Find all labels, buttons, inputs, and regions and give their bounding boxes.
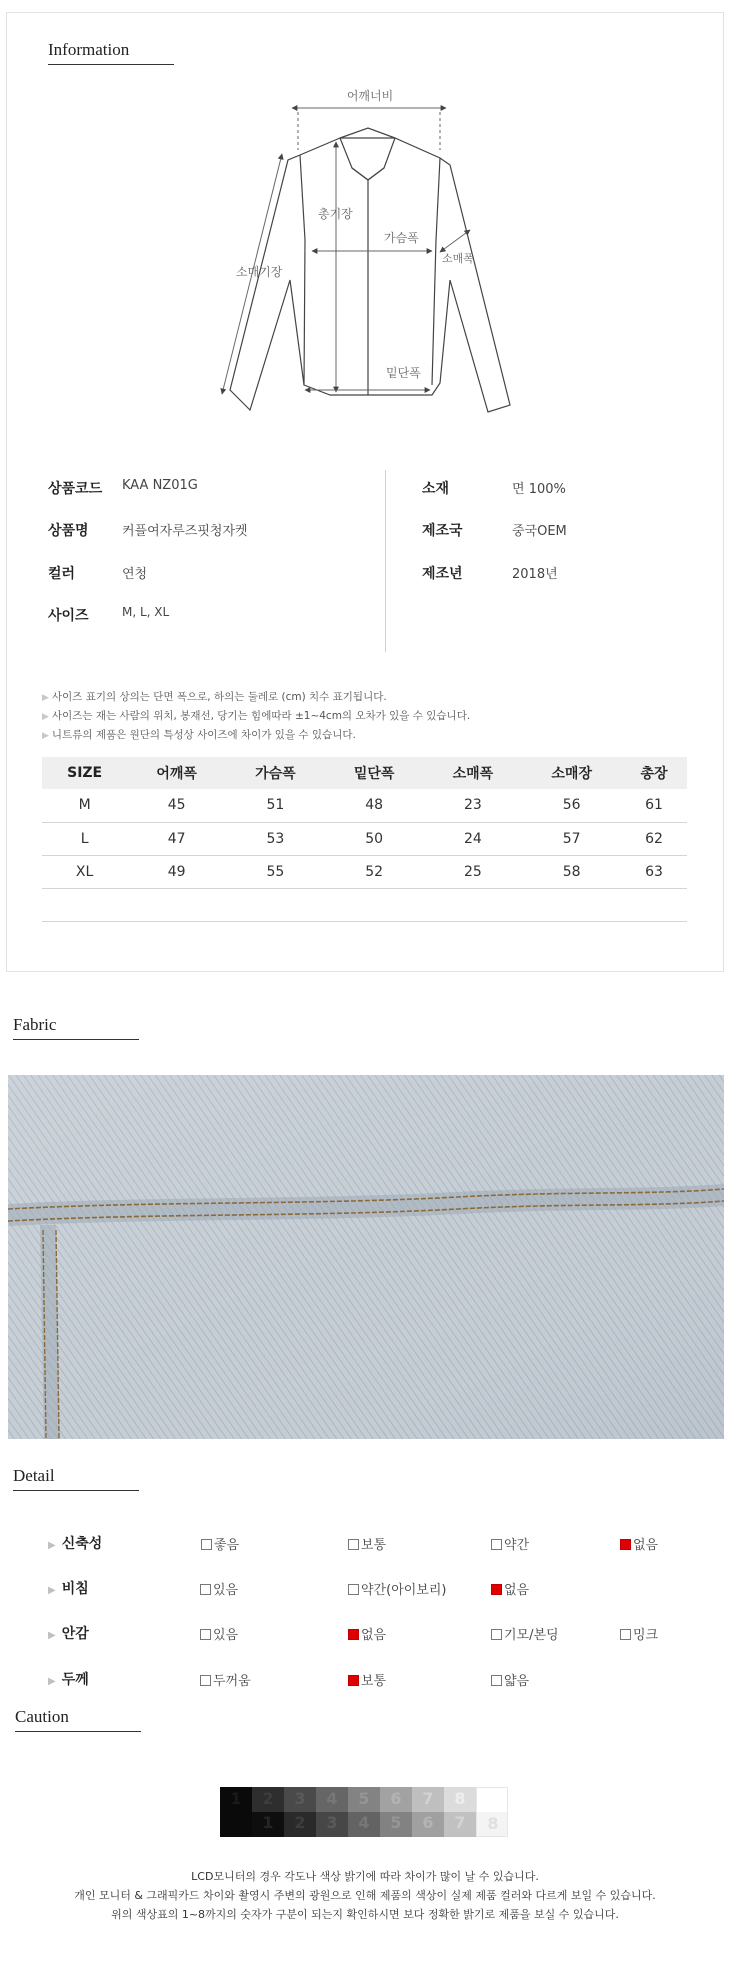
spec-label: 제조국 <box>422 523 463 539</box>
header-cell: 어깨폭 <box>127 757 226 789</box>
note-line: ▶ 니트류의 제품은 원단의 특성상 사이즈에 차이가 있을 수 있습니다. <box>42 726 470 745</box>
table-cell: 57 <box>522 822 621 855</box>
checkbox-icon <box>491 1629 502 1640</box>
table-cell: 56 <box>522 789 621 822</box>
palette-top-digit: 6 <box>390 1789 402 1808</box>
table-cell: 52 <box>325 855 424 888</box>
palette-cell <box>252 1787 284 1837</box>
table-cell: 24 <box>424 822 523 855</box>
option-label: 기모/본딩 <box>504 1628 559 1643</box>
palette-cell <box>444 1787 476 1837</box>
table-cell: 48 <box>325 789 424 822</box>
brightness-palette <box>220 1787 508 1837</box>
checkbox-checked-icon <box>620 1539 631 1550</box>
palette-bottom-digit: 2 <box>294 1813 306 1832</box>
table-cell: 55 <box>226 855 325 888</box>
table-cell: XL <box>42 855 127 888</box>
detail-label: ▶ 안감 <box>48 1623 89 1643</box>
table-cell: 63 <box>621 855 687 888</box>
spec-label: 소재 <box>422 481 450 497</box>
detail-label: ▶ 비침 <box>48 1578 89 1598</box>
palette-bottom-digit: 8 <box>487 1814 499 1833</box>
option-checkbox[interactable] <box>491 1579 529 1598</box>
checkbox-icon <box>348 1584 359 1595</box>
palette-cell <box>284 1787 316 1837</box>
caution-line: 개인 모니터 & 그래픽카드 차이와 촬영시 주변의 광원으로 인해 제품의 색상이 실제 제품 컬러와 다르게 보일 수 있습니다. <box>74 1889 656 1902</box>
table-cell: 62 <box>621 822 687 855</box>
palette-top-digit: 8 <box>454 1789 466 1808</box>
table-cell: 53 <box>226 822 325 855</box>
table-cell: L <box>42 822 127 855</box>
total-length-label: 총기장 <box>318 207 353 221</box>
header-cell: 소매장 <box>522 757 621 789</box>
note-line: ▶ 사이즈는 재는 사람의 위치, 봉재선, 당기는 힘에따라 ±1~4cm의 오차가 있을 수 있습니다. <box>42 707 470 726</box>
option-checkbox[interactable] <box>491 1534 529 1553</box>
palette-top-digit: 2 <box>262 1789 274 1808</box>
checkbox-icon <box>491 1675 502 1686</box>
palette-top-digit: 4 <box>326 1789 338 1808</box>
palette-bottom-digit: 7 <box>454 1813 466 1832</box>
palette-top-digit: 5 <box>358 1789 370 1808</box>
option-checkbox[interactable] <box>620 1624 658 1643</box>
option-label: 없음 <box>504 1583 530 1598</box>
palette-top-digit: 1 <box>230 1789 242 1808</box>
palette-cell <box>476 1787 508 1837</box>
option-label: 약간(아이보리) <box>361 1583 447 1598</box>
option-label: 있음 <box>213 1628 239 1643</box>
palette-cell <box>348 1787 380 1837</box>
spec-value: 중국OEM <box>512 524 567 539</box>
sleeve-width-label: 소매폭 <box>442 252 474 265</box>
spec-label: 사이즈 <box>48 608 89 624</box>
table-cell: 23 <box>424 789 523 822</box>
table-row <box>42 789 687 822</box>
sleeve-length-label: 소매기장 <box>236 265 283 279</box>
option-label: 밍크 <box>633 1628 659 1643</box>
detail-label: ▶ 신축성 <box>48 1533 102 1553</box>
option-checkbox[interactable] <box>348 1579 447 1598</box>
table-row <box>42 822 687 855</box>
table-cell: 45 <box>127 789 226 822</box>
checkbox-icon <box>200 1584 211 1595</box>
palette-bottom-digit: 3 <box>326 1813 338 1832</box>
palette-bottom-digit: 6 <box>422 1813 434 1832</box>
palette-cell <box>316 1787 348 1837</box>
spec-label: 제조년 <box>422 566 463 582</box>
hem-label: 밑단폭 <box>386 366 421 380</box>
palette-cell <box>220 1787 252 1837</box>
option-checkbox[interactable] <box>348 1624 386 1643</box>
option-checkbox[interactable] <box>200 1624 238 1643</box>
spec-value: M, L, XL <box>122 605 170 619</box>
checkbox-icon <box>200 1675 211 1686</box>
caution-line: LCD모니터의 경우 각도나 색상 밝기에 따라 차이가 많이 날 수 있습니다. <box>191 1870 539 1883</box>
option-label: 두꺼움 <box>213 1674 251 1689</box>
spec-value: 면 100% <box>512 482 566 497</box>
checkbox-icon <box>620 1629 631 1640</box>
fabric-photo <box>8 1075 724 1439</box>
spec-label: 상품명 <box>48 523 89 539</box>
option-checkbox[interactable] <box>348 1534 386 1553</box>
palette-cell <box>380 1787 412 1837</box>
size-table-header <box>42 757 687 789</box>
note-line: ▶ 사이즈 표기의 상의는 단면 폭으로, 하의는 둘레로 (cm) 치수 표기됩니다. <box>42 688 470 707</box>
denim-texture <box>8 1075 724 1439</box>
size-notes <box>42 688 470 745</box>
palette-bottom-digit: 1 <box>262 1813 274 1832</box>
header-cell: SIZE <box>42 757 127 789</box>
option-checkbox[interactable] <box>491 1624 559 1643</box>
option-checkbox[interactable] <box>201 1534 239 1553</box>
spec-divider <box>385 470 386 652</box>
table-cell: 47 <box>127 822 226 855</box>
checkbox-checked-icon <box>491 1584 502 1595</box>
option-label: 보통 <box>361 1538 387 1553</box>
table-cell: 50 <box>325 822 424 855</box>
spec-value: 커플여자루즈핏청자켓 <box>122 524 248 539</box>
spec-label: 상품코드 <box>48 481 103 497</box>
table-cell: 58 <box>522 855 621 888</box>
detail-title: Detail <box>13 1466 139 1491</box>
checkbox-checked-icon <box>348 1629 359 1640</box>
option-checkbox[interactable] <box>491 1670 529 1689</box>
header-cell: 가슴폭 <box>226 757 325 789</box>
option-label: 있음 <box>213 1583 239 1598</box>
table-cell: M <box>42 789 127 822</box>
checkbox-icon <box>201 1539 212 1550</box>
table-cell: 49 <box>127 855 226 888</box>
option-label: 보통 <box>361 1674 387 1689</box>
table-row-empty <box>42 888 687 921</box>
chest-label: 가슴폭 <box>384 231 419 245</box>
caution-line: 위의 색상표의 1~8까지의 숫자가 구분이 되는지 확인하시면 보다 정확한 밝기로 제품을 보실 수 있습니다. <box>111 1908 619 1921</box>
shoulder-label: 어깨너비 <box>346 89 394 103</box>
caution-title: Caution <box>15 1707 141 1732</box>
header-cell: 소매폭 <box>424 757 523 789</box>
fabric-title: Fabric <box>13 1015 139 1040</box>
table-cell: 61 <box>621 789 687 822</box>
option-label: 없음 <box>633 1538 659 1553</box>
checkbox-checked-icon <box>348 1675 359 1686</box>
size-table <box>42 757 687 922</box>
spec-value: 연청 <box>122 567 148 582</box>
option-label: 없음 <box>361 1628 387 1643</box>
option-checkbox[interactable] <box>200 1670 251 1689</box>
checkbox-icon <box>348 1539 359 1550</box>
palette-top-digit: 7 <box>422 1789 434 1808</box>
spec-label: 컬러 <box>48 566 76 582</box>
option-label: 약간 <box>504 1538 530 1553</box>
header-cell: 총장 <box>621 757 687 789</box>
jacket-measurement-diagram <box>0 0 730 440</box>
palette-cell <box>412 1787 444 1837</box>
table-cell: 25 <box>424 855 523 888</box>
detail-label: ▶ 두께 <box>48 1669 89 1689</box>
table-cell: 51 <box>226 789 325 822</box>
option-label: 얇음 <box>504 1674 530 1689</box>
option-checkbox[interactable] <box>620 1534 658 1553</box>
palette-bottom-digit: 4 <box>358 1813 370 1832</box>
checkbox-icon <box>200 1629 211 1640</box>
header-cell: 밑단폭 <box>325 757 424 789</box>
palette-top-digit: 3 <box>294 1789 306 1808</box>
spec-value: 2018년 <box>512 567 558 582</box>
table-row <box>42 855 687 888</box>
option-label: 좋음 <box>214 1538 240 1553</box>
caution-text <box>0 1867 730 1924</box>
information-title: Information <box>48 40 174 65</box>
option-checkbox[interactable] <box>200 1579 238 1598</box>
palette-bottom-digit: 5 <box>390 1813 402 1832</box>
option-checkbox[interactable] <box>348 1670 386 1689</box>
checkbox-icon <box>491 1539 502 1550</box>
spec-value: KAA NZ01G <box>122 478 198 493</box>
